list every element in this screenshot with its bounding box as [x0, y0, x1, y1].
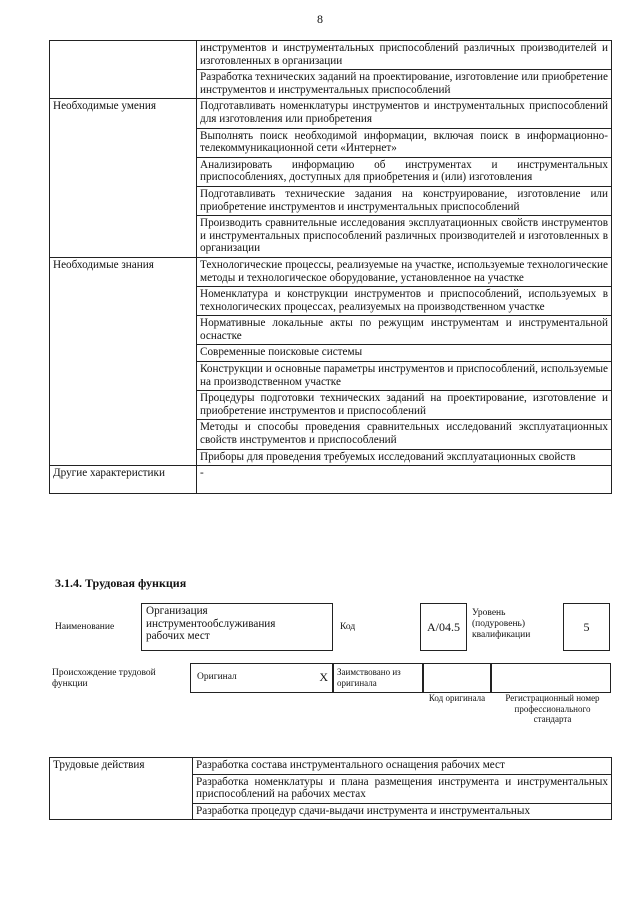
level-value: 5: [583, 620, 590, 634]
reg-number-caption: Регистрационный номер профессионального стандарта: [505, 693, 600, 724]
table-cell: Технологические процессы, реализуемые на участке, используемые технологические методы и технологическое оборудование, установленное на участке: [197, 257, 612, 286]
labor-actions-label: Трудовые действия: [50, 758, 193, 820]
borrowed-box: [332, 663, 424, 693]
level-box: [563, 603, 610, 651]
page-number: 8: [317, 12, 323, 26]
table-row: [50, 466, 612, 494]
origin-label: Происхождение трудовой функции: [52, 668, 156, 689]
table-cell: Нормативные локальные акты по режущим инструментам и инструментальной оснастке: [197, 316, 612, 345]
table-cell: Производить сравнительные исследования эксплуатационных свойств инструментов и инструментальных приспособлений различных производителей и изготовленных в организации: [197, 216, 612, 258]
code-original-caption: Код оригинала: [428, 693, 486, 703]
level-label: Уровень (подуровень) квалификации: [472, 608, 531, 640]
code-original-box: [422, 663, 492, 693]
table-row: [50, 41, 612, 70]
table-cell: Подготавливать номенклатуры инструментов и инструментальных приспособлений для изготовления или приобретения: [197, 99, 612, 128]
table-cell: Разработка состава инструментального оснащения рабочих мест: [193, 758, 612, 775]
code-label: Код: [340, 622, 356, 632]
table-cell: Номенклатура и конструкции инструментов и приспособлений, используемых в технологических процессах, реализуемых на производственном участке: [197, 287, 612, 316]
table-cell: Приборы для проведения требуемых исследований эксплуатационных свойств: [197, 449, 612, 466]
function-name: Организация инструментообслуживания рабочих мест: [146, 605, 276, 643]
name-label: Наименование: [55, 622, 115, 632]
table-cell: Процедуры подготовки технических заданий на проектирование, изготовление и приобретение инструментов и приспособлений: [197, 391, 612, 420]
original-label: Оригинал: [197, 672, 237, 682]
row-label: [50, 41, 197, 99]
table-cell: Разработка технических заданий на проектирование, изготовление или приобретение инструментов и инструментальных приспособлений: [197, 70, 612, 99]
code-value: A/04.5: [427, 620, 460, 634]
table-cell: Разработка процедур сдачи-выдачи инструмента и инструментальных: [193, 803, 612, 820]
table-row: [50, 257, 612, 286]
table-row: [50, 758, 612, 775]
name-box: [141, 603, 333, 651]
original-mark: X: [319, 670, 328, 684]
table-cell: Разработка номенклатуры и плана размещения инструмента и инструментальных приспособлений на рабочих местах: [193, 774, 612, 803]
code-box: [420, 603, 467, 651]
labor-actions-table: [49, 757, 612, 820]
table-cell: Анализировать информацию об инструментах и инструментальных приспособлениях, доступных для приобретения и (или) изготовления: [197, 157, 612, 186]
knowledge-label: Необходимые знания: [50, 257, 197, 465]
skills-label: Необходимые умения: [50, 99, 197, 258]
table-cell: -: [197, 466, 612, 494]
original-box: [190, 663, 334, 693]
table-cell: Методы и способы проведения сравнительных исследований эксплуатационных свойств инструментов и приспособлений: [197, 420, 612, 449]
table-cell: инструментов и инструментальных приспособлений различных производителей и изготовленных в организации: [197, 41, 612, 70]
table-cell: Подготавливать технические задания на конструирование, изготовление или приобретение инструментов и инструментальных приспособлений: [197, 186, 612, 215]
section-title: 3.1.4. Трудовая функция: [55, 576, 187, 590]
table-cell: Выполнять поиск необходимой информации, включая поиск в информационно-телекоммуникационной сети «Интернет»: [197, 128, 612, 157]
table-cell: Конструкции и основные параметры инструментов и приспособлений, используемые на производственном участке: [197, 362, 612, 391]
reg-number-box: [490, 663, 611, 693]
borrowed-label: Заимствовано из оригинала: [337, 667, 401, 688]
other-label: Другие характеристики: [50, 466, 197, 494]
competency-table: [49, 40, 612, 494]
table-cell: Современные поисковые системы: [197, 345, 612, 362]
table-row: [50, 99, 612, 128]
